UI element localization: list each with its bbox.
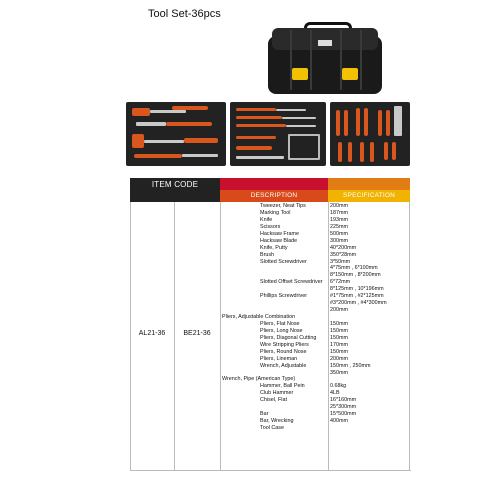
item-code-be: BE21-36 — [183, 330, 211, 337]
description-row: Pliers, Lineman — [260, 355, 298, 362]
specification-row: 8*150mm , 8*200mm — [330, 272, 381, 279]
description-row: Knife, Putty — [260, 244, 288, 251]
specification-row: 300mm — [330, 237, 348, 244]
specification-row: 15*500mm — [330, 411, 357, 418]
specification-row: 4*75mm , 6*100mm — [330, 265, 378, 272]
specification-row: 350*28mm — [330, 251, 357, 258]
specification-row: 0.68kg — [330, 383, 347, 390]
specification-row: 193mm — [330, 216, 348, 223]
specification-row: 225mm — [330, 223, 348, 230]
description-row: Club Hammer — [260, 390, 294, 397]
description-row: Wire Stripping Pliers — [260, 341, 309, 348]
specification-row: 500mm — [330, 230, 348, 237]
specification-row — [330, 376, 408, 383]
description-row: Pliers, Round Nose — [260, 348, 307, 355]
specification-row: 150mm — [330, 320, 348, 327]
tool-tray-hammers-image — [126, 102, 226, 166]
specification-row — [330, 425, 408, 432]
tool-tray-pliers-image — [330, 102, 410, 166]
description-row: Hammer, Ball Pein — [260, 383, 305, 390]
description-row: Slotted Offset Screwdriver — [260, 279, 323, 286]
description-row — [222, 370, 328, 377]
description-row: Hacksaw Frame — [260, 230, 299, 237]
description-row — [222, 404, 328, 411]
specification-row: 16*160mm — [330, 397, 357, 404]
description-row: Slotted Screwdriver — [260, 258, 307, 265]
description-row: Pliers, Long Nose — [260, 327, 303, 334]
spec-table — [130, 178, 410, 470]
specification-row: 187mm — [330, 209, 348, 216]
specification-row: 200mm — [330, 203, 348, 209]
specification-row: 4LB — [330, 390, 340, 397]
specification-row — [330, 314, 408, 321]
description-row: Brush — [260, 251, 275, 258]
description-row: Scissors — [260, 223, 281, 230]
specification-row: 350mm — [330, 369, 348, 376]
description-row: Tweezer, Neat Tips — [260, 203, 306, 209]
description-row: Bar, Wrecking — [260, 418, 294, 425]
description-row: Wrench, Pipe (American Type) — [222, 376, 296, 383]
specification-row: #3*200mm , #4*300mm — [330, 300, 387, 307]
description-row: Bar — [260, 411, 269, 418]
description-row — [222, 286, 328, 293]
description-row: Pliers, Adjustable Combination — [222, 314, 296, 320]
specification-row: 150mm — [330, 334, 348, 341]
specification-row: 400mm — [330, 418, 348, 425]
description-header: DESCRIPTION — [250, 192, 298, 199]
description-row: Pliers, Diagonal Cutting — [260, 334, 317, 341]
description-row: Pliers, Flat Nose — [260, 320, 300, 327]
tool-tray-screwdrivers-image — [230, 102, 326, 166]
description-row — [222, 300, 328, 307]
description-row: Marking Tool — [260, 209, 291, 216]
specification-header: SPECIFICATION — [343, 192, 395, 199]
description-column — [222, 203, 328, 432]
description-row — [222, 272, 328, 279]
description-row: Hacksaw Blade — [260, 237, 298, 244]
specification-column — [330, 203, 408, 432]
item-code-al: AL21-36 — [138, 330, 166, 337]
tool-case-image — [262, 22, 388, 96]
specification-row: 170mm — [330, 341, 348, 348]
specification-row: 6*72mm — [330, 279, 351, 286]
specification-row: 40*200mm — [330, 244, 357, 251]
page-title: Tool Set-36pcs — [148, 8, 221, 20]
specification-row: 3*50mm — [330, 258, 351, 265]
item-code-header: ITEM CODE — [151, 180, 199, 189]
description-row — [222, 307, 328, 314]
description-row: Tool Case — [260, 425, 284, 431]
description-row: Chisel, Flat — [260, 397, 287, 404]
specification-row: #1*75mm , #2*125mm — [330, 293, 384, 300]
description-row: Knife — [260, 216, 273, 223]
specification-row: 8*125mm , 10*196mm — [330, 286, 384, 293]
description-row — [222, 265, 328, 272]
specification-row: 25*300mm — [330, 404, 357, 411]
description-row: Phillips Screwdriver — [260, 293, 308, 300]
specification-row: 150mm — [330, 348, 348, 355]
specification-row: 150mm — [330, 327, 348, 334]
description-row: Wrench, Adjustable — [260, 362, 307, 369]
specification-row: 200mm — [330, 355, 348, 362]
specification-row: 150mm , 250mm — [330, 362, 371, 369]
specification-row: 200mm — [330, 307, 348, 314]
